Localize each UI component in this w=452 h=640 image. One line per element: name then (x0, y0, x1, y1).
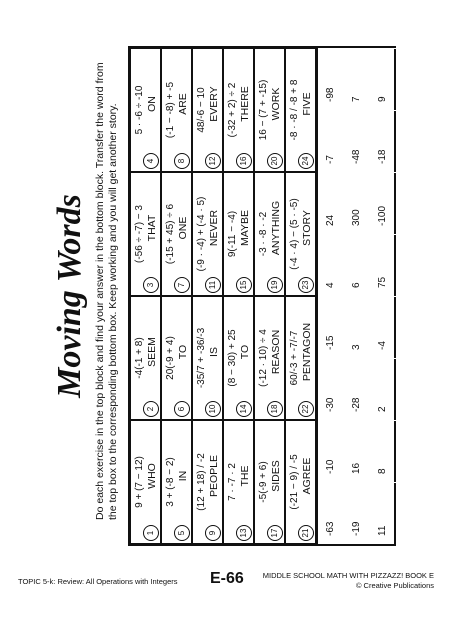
exercise-word: SEEM (146, 337, 158, 367)
worksheet-instructions: Do each exercise in the top block and find your answer in the bottom block. Transfer the word from the top box to the corresponding bottom box. Keep working and you will get another story. (94, 62, 119, 520)
exercise-word: ON (146, 96, 158, 112)
exercise-number: 21 (298, 525, 314, 541)
exercise-cell (161, 48, 192, 172)
exercise-word: WHO (146, 463, 158, 489)
exercise-word: EVERY (208, 86, 220, 122)
exercise-number: 24 (298, 153, 314, 169)
answer-value: 6 (344, 234, 370, 296)
exercise-cell (285, 172, 316, 296)
exercise-word: PENTAGON (301, 322, 313, 382)
exercise-cell (130, 420, 161, 544)
exercise-expression: 9(-11 − -4) (227, 210, 238, 258)
exercise-number: 8 (174, 153, 190, 169)
exercise-number: 2 (143, 401, 159, 417)
exercise-word: TO (177, 344, 189, 360)
answer-value: -100 (370, 172, 396, 234)
exercise-cell (223, 172, 254, 296)
exercise-expression: 5 · -6 ÷ -10 (134, 85, 145, 135)
exercise-expression: 3 + (-8 − 2) (165, 457, 176, 507)
exercise-cell (161, 296, 192, 420)
exercise-number: 23 (298, 277, 314, 293)
exercise-cell (254, 172, 285, 296)
exercise-expression: 48/-6 − 10 (196, 87, 207, 133)
exercise-number: 16 (236, 153, 252, 169)
exercise-expression: 20(-9 + 4) (165, 336, 176, 380)
exercise-number: 20 (267, 153, 283, 169)
exercise-word: PEOPLE (208, 454, 220, 498)
exercise-cell (161, 172, 192, 296)
exercise-expression: (8 − 30) + 25 (227, 329, 238, 387)
answer-value: -4 (370, 296, 396, 358)
exercise-cell (192, 420, 223, 544)
answer-grid (318, 46, 396, 546)
worksheet-title: Moving Words (51, 194, 88, 398)
exercise-number: 7 (174, 277, 190, 293)
answer-value: 300 (344, 172, 370, 234)
footer-topic: TOPIC 5-k: Review: All Operations with Integers (18, 577, 178, 586)
answer-value: 16 (344, 420, 370, 482)
exercise-number: 10 (205, 401, 221, 417)
exercise-word: STORY (301, 210, 313, 246)
exercise-cell (130, 48, 161, 172)
exercise-cell (192, 48, 223, 172)
exercise-word: AGREE (301, 457, 313, 495)
exercise-expression: (-15 + 45) ÷ 6 (165, 203, 176, 265)
exercise-word: THE (239, 465, 251, 487)
exercise-number: 4 (143, 153, 159, 169)
exercise-expression: (-21 − 9) / -5 (289, 454, 300, 510)
answer-value: -30 (318, 358, 344, 420)
exercise-number: 13 (236, 525, 252, 541)
exercise-cell (223, 420, 254, 544)
exercise-number: 11 (205, 277, 221, 293)
exercise-expression: -35/7 + -36/-3 (196, 327, 207, 389)
exercise-expression: 60/-3 + -7/-7 (289, 330, 300, 386)
exercise-cell (223, 48, 254, 172)
exercise-number: 17 (267, 525, 283, 541)
exercise-word: ARE (177, 93, 189, 115)
rotated-worksheet (50, 42, 402, 550)
answer-value: -19 (344, 482, 370, 544)
answer-value: -10 (318, 420, 344, 482)
exercise-word: MAYBE (239, 210, 251, 246)
exercise-cell (285, 296, 316, 420)
exercise-cell (254, 48, 285, 172)
exercise-expression: 7 · -7 · 2 (227, 463, 238, 501)
answer-value: -7 (318, 110, 344, 172)
answer-value: 24 (318, 172, 344, 234)
answer-value: -48 (344, 110, 370, 172)
exercise-word: IN (177, 470, 189, 482)
exercise-expression: 16 − (7 + -15) (258, 79, 269, 141)
exercise-cell (223, 296, 254, 420)
exercise-word: REASON (270, 329, 282, 375)
series-title: MIDDLE SCHOOL MATH WITH PIZZAZZ! BOOK E (262, 571, 434, 580)
exercise-word: FIVE (301, 92, 313, 116)
exercise-cell (192, 172, 223, 296)
exercise-expression: -4(-1 + 8) (134, 337, 145, 379)
exercise-expression: -5(-9 + 6) (258, 461, 269, 503)
exercise-word: NEVER (208, 209, 220, 247)
answer-value: 11 (370, 482, 396, 544)
answer-value: 75 (370, 234, 396, 296)
answer-value: -63 (318, 482, 344, 544)
copyright: © Creative Publications (355, 581, 434, 590)
exercise-number: 12 (205, 153, 221, 169)
exercise-expression: (-56 ÷ -7) − 3 (134, 205, 145, 264)
exercise-word: ANYTHING (270, 200, 282, 256)
exercise-cell (130, 172, 161, 296)
answer-value: -28 (344, 358, 370, 420)
exercise-expression: (-9 · -4) + (-4 · 5) (196, 196, 207, 272)
exercise-word: TO (239, 344, 251, 360)
exercise-expression: (-1 − -8) + -5 (165, 81, 176, 139)
exercise-cell (285, 48, 316, 172)
exercise-expression: (-4 · 4) − (5 · -5) (289, 198, 300, 270)
exercise-word: WORK (270, 87, 282, 121)
exercise-number: 18 (267, 401, 283, 417)
answer-value: 3 (344, 296, 370, 358)
answer-value: 9 (370, 48, 396, 110)
exercise-expression: -8 · -8 / -8 + 8 (289, 79, 300, 141)
exercise-number: 9 (205, 525, 221, 541)
exercise-word: ONE (177, 216, 189, 240)
exercise-expression: -3 · -8 · -2 (258, 211, 269, 257)
exercise-number: 15 (236, 277, 252, 293)
exercise-cell (192, 296, 223, 420)
answer-value: 7 (344, 48, 370, 110)
exercise-cell (161, 420, 192, 544)
exercise-word: THERE (239, 86, 251, 122)
exercise-expression: (-32 + 2) ÷ 2 (227, 82, 238, 138)
exercise-cell (285, 420, 316, 544)
exercise-number: 22 (298, 401, 314, 417)
answer-value: -15 (318, 296, 344, 358)
exercise-cell (254, 420, 285, 544)
exercise-cell (254, 296, 285, 420)
exercise-number: 1 (143, 525, 159, 541)
exercise-word: IS (208, 347, 220, 357)
exercise-expression: 9 + (7 − 12) (134, 456, 145, 508)
page-number: E-66 (210, 570, 244, 587)
exercise-number: 5 (174, 525, 190, 541)
exercise-word: SIDES (270, 460, 282, 492)
footer-series (258, 571, 434, 591)
answer-value: -18 (370, 110, 396, 172)
exercise-grid (128, 46, 318, 546)
answer-value: 4 (318, 234, 344, 296)
exercise-number: 19 (267, 277, 283, 293)
exercise-number: 6 (174, 401, 190, 417)
exercise-expression: (-12 · 10) ÷ 4 (258, 329, 269, 387)
exercise-expression: (12 + 18) / -2 (196, 453, 207, 511)
exercise-cell (130, 296, 161, 420)
exercise-number: 14 (236, 401, 252, 417)
answer-value: 8 (370, 420, 396, 482)
exercise-number: 3 (143, 277, 159, 293)
answer-value: 2 (370, 358, 396, 420)
answer-value: -98 (318, 48, 344, 110)
exercise-word: THAT (146, 214, 158, 242)
